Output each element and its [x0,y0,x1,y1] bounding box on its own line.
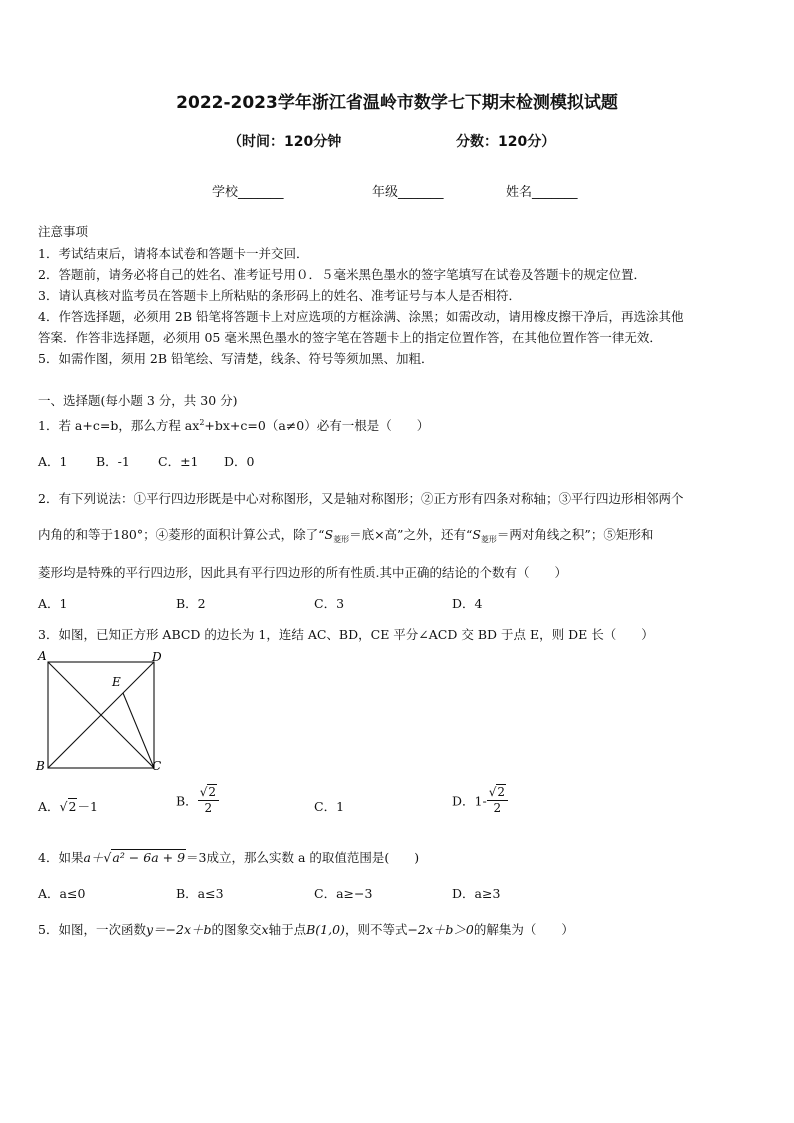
q2-option-a: A．1 [38,596,68,611]
q4-option-d: D．a≥3 [452,886,501,901]
q3-option-d: D．1- $\frac{√2}{2}$ [452,785,508,816]
q1-option-c: C．±1 [158,454,199,469]
q2-option-c: C．3 [314,596,345,611]
score-label: 分数：120分） [456,134,556,150]
grade-field: 年级_______ [372,185,444,200]
q4-option-c: C．a≥−3 [314,886,373,901]
question-5-stem: 5．如图，一次函数y＝−2x＋b的图象交x轴于点B(1,0)，则不等式−2x＋b＞0的解集为（ ） [38,922,574,937]
question-4-stem: 4．如果a＋√a² − 6a + 9＝3成立，那么实数 a 的取值范围是( ) [38,850,420,865]
q4-option-a: A．a≤0 [38,886,86,901]
question-2-line-1: 2．有下列说法：①平行四边形既是中心对称图形，又是轴对称图形；②正方形有四条对称轴；③平行四边形相邻两个 [38,491,684,506]
notice-item: 答案．作答非选择题，必须用 05 毫米黑色墨水的签字笔在答题卡上的指定位置作答，在其他位置作答一律无效． [38,330,662,345]
question-2-line-3: 菱形均是特殊的平行四边形，因此具有平行四边形的所有性质.其中正确的结论的个数有（ ） [38,565,567,580]
name-field: 姓名_______ [506,185,578,200]
school-field: 学校_______ [212,185,284,200]
question-3-stem: 3．如图，已知正方形 ABCD 的边长为 1，连结 AC、BD，CE 平分∠ACD 交 BD 于点 E，则 DE 长（ ） [38,627,654,642]
q1-option-a: A．1 [38,454,68,469]
section-heading: 一、选择题(每小题 3 分，共 30 分) [38,393,238,408]
label-d: D [152,650,162,664]
q3-option-b: B． $\frac{√2}{2}$ [176,785,219,816]
question-2-line-2: 内角的和等于180°；④菱形的面积计算公式，除了“$S_{菱形}=$底×高”之外，还有“$S_{菱形}=$两对角线之积”；⑤矩形和 [38,527,654,544]
notice-item: 2．答题前，请务必将自己的姓名、准考证号用０．５毫米黑色墨水的签字笔填写在试卷及答题卡的规定位置． [38,267,646,282]
q4-option-b: B．a≤3 [176,886,224,901]
q1-option-d: D．0 [224,454,255,469]
label-b: B [36,759,45,773]
notice-item: 5．如需作图，须用 2B 铅笔绘、写清楚，线条、符号等须加黑、加粗． [38,351,434,366]
notice-item: 4．作答选择题，必须用 2B 铅笔将答题卡上对应选项的方框涂满、涂黑；如需改动，请用橡皮擦干净后，再选涂其他 [38,309,684,324]
notice-item: 1．考试结束后，请将本试卷和答题卡一并交回． [38,246,309,261]
q1-option-b: B．-1 [96,454,130,469]
page-title: 2022-2023学年浙江省温岭市数学七下期末检测模拟试题 [176,93,618,113]
label-e: E [112,675,121,689]
q3-option-c: C．1 [314,799,345,814]
square-figure [34,646,174,776]
q3-option-a: A．√2－1 [38,799,98,814]
q2-option-d: D．4 [452,596,483,611]
notice-item: 3．请认真核对监考员在答题卡上所粘贴的条形码上的姓名、准考证号与本人是否相符． [38,288,521,303]
segment-ce [123,693,154,768]
label-a: A [38,649,47,663]
time-label: （时间：120分钟 [228,134,342,150]
notice-heading: 注意事项 [38,224,89,239]
q2-option-b: B．2 [176,596,206,611]
question-1-stem: 1．若 a+c=b，那么方程 $ax^2+bx+c=0(a\ne 0)$必有一根是（ ） [38,417,430,433]
label-c: C [152,759,162,773]
